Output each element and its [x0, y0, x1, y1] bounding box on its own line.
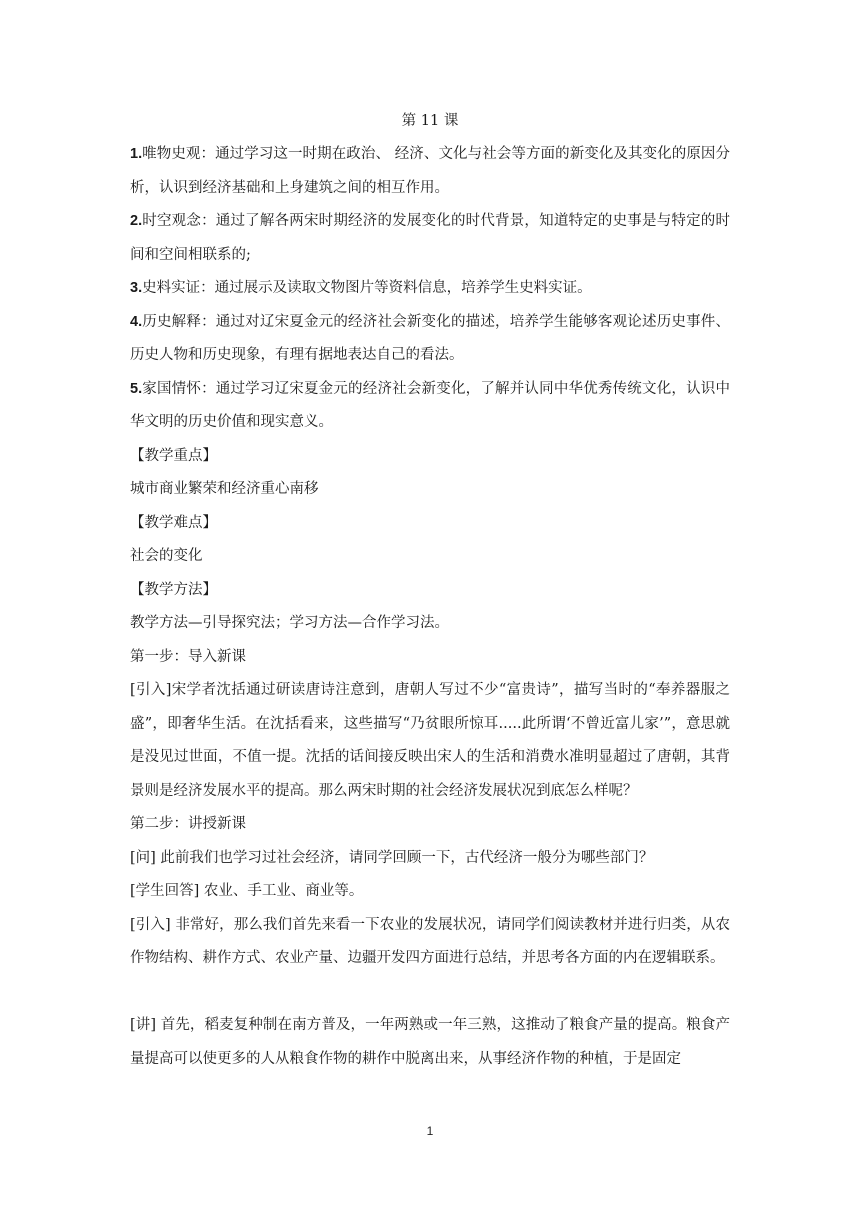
objective-1	[130, 138, 730, 205]
objective-number: 1.	[130, 146, 143, 162]
step1-heading: 第一步：导入新课	[130, 648, 246, 665]
objective-text: 时空观念：通过了解各两宋时期经济的发展变化的时代背景，知道特定的史事是与特定的时间和空间相联系的;	[130, 213, 730, 263]
objective-text: 历史解释：通过对辽宋夏金元的经济社会新变化的描述，培养学生能够客观论述历史事件、历史人物和历史现象，有理有据地表达自己的看法。	[130, 313, 730, 363]
step1-intro-paragraph: [引入]宋学者沈括通过研读唐诗注意到，唐朝人写过不少“富贵诗”，描写当时的“奉养器服之盛”，即奢华生活。在沈括看来，这些描写“乃贫眼所惊耳.....此所谓‘不曾近富儿家’”，意思就是没见过世面，不值一提。沈括的话间接反映出宋人的生活和消费水准明显超过了唐朝，其背景则是经济发展水平的提高。那么两宋时期的社会经济发展状况到底怎么样呢？	[130, 682, 730, 799]
lecture-paragraph: [讲] 首先，稻麦复种制在南方普及，一年两熟或一年三熟，这推动了粮食产量的提高。粮食产量提高可以使更多的人从粮食作物的耕作中脱离出来，从事经济作物的种植，于是固定	[130, 1017, 730, 1067]
step2-heading: 第二步：讲授新课	[130, 816, 246, 832]
key-points-text: 城市商业繁荣和经济重心南移	[130, 481, 319, 497]
methods-heading: 【教学方法】	[130, 581, 217, 598]
objective-number: 5.	[130, 380, 143, 397]
student-answer-paragraph: [学生回答] 农业、手工业、商业等。	[130, 883, 364, 899]
objective-text: 唯物史观：通过学习这一时期在政治、 经济、文化与社会等方面的新变化及其变化的原因分析，认识到经济基础和上身建筑之间的相互作用。	[130, 146, 730, 196]
objective-number: 2.	[130, 213, 143, 229]
objective-number: 4.	[130, 313, 143, 330]
objective-5	[130, 373, 730, 440]
key-points-heading: 【教学重点】	[130, 447, 217, 464]
lesson-title: 第 11 课	[401, 113, 459, 129]
methods-text: 教学方法—引导探究法；学习方法—合作学习法。	[130, 615, 449, 631]
difficulties-text: 社会的变化	[130, 548, 203, 564]
difficulties-heading: 【教学难点】	[130, 514, 217, 531]
question-paragraph: [问] 此前我们也学习过社会经济，请同学回顾一下，古代经济一般分为哪些部门？	[130, 849, 654, 866]
objective-number: 3.	[130, 280, 143, 296]
page-number: 1	[426, 1124, 434, 1138]
objective-text: 家国情怀：通过学习辽宋夏金元的经济社会新变化，了解并认同中华优秀传统文化，认识中华文明的历史价值和现实意义。	[130, 380, 730, 430]
objective-3	[130, 272, 730, 306]
intro2-paragraph: [引入] 非常好，那么我们首先来看一下农业的发展状况，请同学们阅读教材并进行归类，从农作物结构、耕作方式、农业产量、边疆开发四方面进行总结，并思考各方面的内在逻辑联系。	[130, 916, 730, 966]
document-body	[130, 107, 730, 1076]
blank-line	[130, 976, 730, 1010]
objective-2	[130, 205, 730, 272]
objective-4	[130, 306, 730, 373]
objective-text: 史料实证：通过展示及读取文物图片等资料信息，培养学生史料实证。	[142, 280, 592, 296]
